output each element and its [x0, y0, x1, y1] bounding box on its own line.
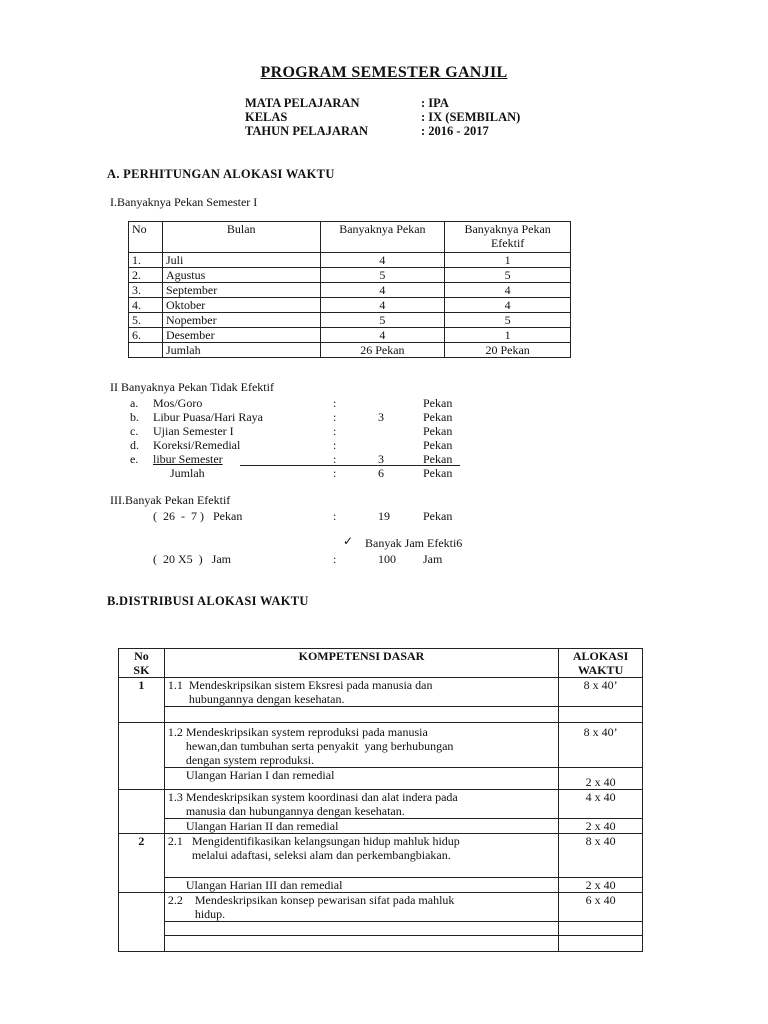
part2-total-sep: : [333, 466, 337, 480]
meta-value-class: : IX (SEMBILAN) [421, 110, 521, 124]
item-sep: : [333, 410, 337, 424]
table-row [129, 268, 571, 283]
check-icon: ✓ [343, 534, 354, 548]
row-kd: Ulangan Harian III dan remedial [164, 878, 558, 893]
row-kd: 1.3 Mendeskripsikan system koordinasi dan alat indera pada manusia dan hubungannya dengan kesehatan. [164, 790, 558, 819]
row-pekan: 5 [320, 268, 445, 283]
row-kd: 1.1 Mendeskripsikan sistem Eksresi pada manusia dan hubungannya dengan kesehatan. [164, 678, 558, 707]
table-row [119, 768, 643, 790]
item-letter: e. [130, 452, 139, 466]
row-alokasi [559, 707, 643, 723]
part2-total-value: 6 [378, 466, 384, 480]
part3-sep2: : [333, 552, 337, 566]
table-row [129, 328, 571, 343]
row-bulan: September [162, 283, 320, 298]
meta-label-year: TAHUN PELAJARAN [245, 124, 369, 138]
table-row [129, 253, 571, 268]
row-alokasi: 4 x 40 [559, 790, 643, 819]
row-no-sk: 1 [119, 678, 165, 723]
item-letter: d. [130, 438, 139, 452]
row-alokasi: 8 x 40 [559, 834, 643, 878]
part1-heading: I.Banyaknya Pekan Semester I [110, 195, 258, 209]
row-alokasi: 8 x 40’ [559, 723, 643, 768]
total-label: Jumlah [162, 343, 320, 358]
row-efektif: 5 [445, 313, 571, 328]
part3-heading: III.Banyak Pekan Efektif [110, 493, 231, 507]
col-header-alokasi: ALOKASI WAKTU [559, 649, 643, 678]
item-label: Libur Puasa/Hari Raya [153, 410, 263, 424]
row-kd: Ulangan Harian I dan remedial [164, 768, 558, 790]
total-no [129, 343, 163, 358]
row-kd: 2.2 Mendeskripsikan konsep pewarisan sifat pada mahluk hidup. [164, 893, 558, 922]
col-header-no: No [129, 222, 163, 253]
distribution-table-header [119, 649, 643, 678]
check-label: Banyak Jam Efekti6 [365, 536, 463, 550]
table-row [129, 283, 571, 298]
row-no-sk [119, 790, 165, 834]
weeks-table-header [129, 222, 571, 253]
row-efektif: 1 [445, 253, 571, 268]
item-letter: a. [130, 396, 139, 410]
row-kd [164, 922, 558, 936]
table-row [129, 313, 571, 328]
item-letter: c. [130, 424, 139, 438]
section-a-heading: A. PERHITUNGAN ALOKASI WAKTU [107, 167, 335, 181]
table-row [119, 678, 643, 707]
total-efektif: 20 Pekan [445, 343, 571, 358]
row-bulan: Nopember [162, 313, 320, 328]
row-no: 5. [129, 313, 163, 328]
total-pekan: 26 Pekan [320, 343, 445, 358]
table-row [119, 723, 643, 768]
row-efektif: 5 [445, 268, 571, 283]
row-alokasi [559, 936, 643, 952]
meta-label-class: KELAS [245, 110, 288, 124]
row-efektif: 1 [445, 328, 571, 343]
row-alokasi: 6 x 40 [559, 893, 643, 922]
part3-expr2: ( 20 X5 ) Jam [153, 552, 231, 566]
distribution-table [118, 648, 643, 952]
section-b-heading: B.DISTRIBUSI ALOKASI WAKTU [107, 594, 309, 608]
item-unit: Pekan [423, 452, 453, 466]
row-no-sk [119, 723, 165, 790]
item-letter: b. [130, 410, 139, 424]
row-pekan: 4 [320, 298, 445, 313]
page-title: PROGRAM SEMESTER GANJIL [260, 64, 508, 81]
meta-label-subject: MATA PELAJARAN [245, 96, 360, 110]
row-kd: Ulangan Harian II dan remedial [164, 819, 558, 834]
row-no: 3. [129, 283, 163, 298]
row-kd: 1.2 Mendeskripsikan system reproduksi pada manusia hewan,dan tumbuhan serta penyakit yang berhubungan dengan system reproduksi. [164, 723, 558, 768]
weeks-table [128, 221, 571, 358]
meta-value-year: : 2016 - 2017 [421, 124, 489, 138]
item-sep: : [333, 424, 337, 438]
table-row [129, 298, 571, 313]
item-unit: Pekan [423, 396, 453, 410]
row-pekan: 4 [320, 253, 445, 268]
row-no: 6. [129, 328, 163, 343]
item-sep: : [333, 452, 337, 466]
table-row [119, 922, 643, 936]
part3-unit2: Jam [423, 552, 443, 566]
item-label: Ujian Semester I [153, 424, 234, 438]
table-row [119, 819, 643, 834]
row-alokasi: 2 x 40 [559, 819, 643, 834]
row-alokasi: 2 x 40 [559, 768, 643, 790]
row-bulan: Juli [162, 253, 320, 268]
col-header-kd: KOMPETENSI DASAR [164, 649, 558, 678]
row-kd: 2.1 Mengidentifikasikan kelangsungan hidup mahluk hidup melalui adaftasi, seleksi alam dan perkembangbiakan. [164, 834, 558, 878]
table-row [119, 790, 643, 819]
row-no: 1. [129, 253, 163, 268]
row-no: 2. [129, 268, 163, 283]
row-bulan: Oktober [162, 298, 320, 313]
row-no: 4. [129, 298, 163, 313]
part2-heading: II Banyaknya Pekan Tidak Efektif [110, 380, 274, 394]
item-value: 3 [378, 452, 384, 466]
part2-total-unit: Pekan [423, 466, 453, 480]
row-efektif: 4 [445, 283, 571, 298]
item-label: libur Semester [153, 452, 223, 466]
col-header-no-sk: No SK [119, 649, 165, 678]
part3-expr1: ( 26 - 7 ) Pekan [153, 509, 243, 523]
row-bulan: Agustus [162, 268, 320, 283]
item-unit: Pekan [423, 424, 453, 438]
part3-value2: 100 [378, 552, 396, 566]
row-kd [164, 936, 558, 952]
col-header-efektif: Banyaknya Pekan Efektif [445, 222, 571, 253]
row-alokasi: 2 x 40 [559, 878, 643, 893]
row-no-sk [119, 893, 165, 952]
row-efektif: 4 [445, 298, 571, 313]
table-row [119, 936, 643, 952]
row-alokasi [559, 922, 643, 936]
row-bulan: Desember [162, 328, 320, 343]
col-header-bulan: Bulan [162, 222, 320, 253]
table-row [119, 878, 643, 893]
item-unit: Pekan [423, 410, 453, 424]
table-row [119, 707, 643, 723]
item-value: 3 [378, 410, 384, 424]
col-header-pekan: Banyaknya Pekan [320, 222, 445, 253]
table-total-row [129, 343, 571, 358]
part3-unit1: Pekan [423, 509, 453, 523]
row-pekan: 4 [320, 328, 445, 343]
row-pekan: 4 [320, 283, 445, 298]
row-kd [164, 707, 558, 723]
row-no-sk: 2 [119, 834, 165, 893]
table-row [119, 834, 643, 878]
part3-value1: 19 [378, 509, 390, 523]
item-label: Mos/Goro [153, 396, 203, 410]
meta-value-subject: : IPA [421, 96, 449, 110]
part2-total-label: Jumlah [170, 466, 205, 480]
part3-sep1: : [333, 509, 337, 523]
item-sep: : [333, 438, 337, 452]
row-pekan: 5 [320, 313, 445, 328]
item-label: Koreksi/Remedial [153, 438, 241, 452]
row-alokasi: 8 x 40’ [559, 678, 643, 707]
table-row [119, 893, 643, 922]
item-sep: : [333, 396, 337, 410]
item-unit: Pekan [423, 438, 453, 452]
